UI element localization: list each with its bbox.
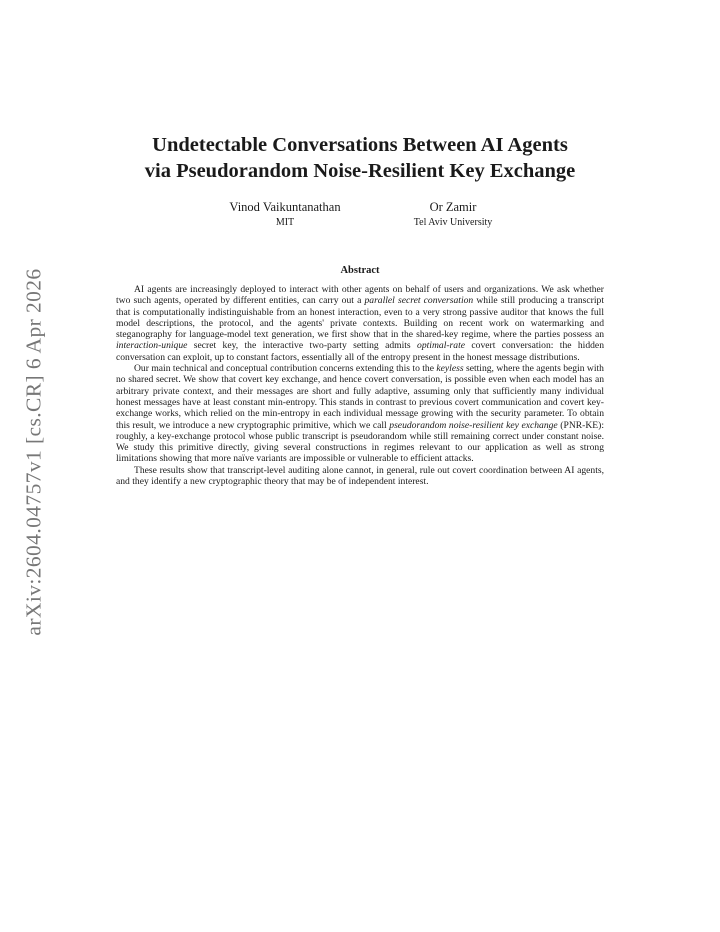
abstract-text: secret key, the interactive two-party setting admits xyxy=(187,340,418,352)
abstract-emphasis: optimal-rate xyxy=(417,340,466,352)
abstract-text: (PNR-KE): roughly, a key-exchange protocol whose public transcript is pseudorandom while still remaining correct under constant noise. We study this primitive directly, giving several constructions in regimes relevant to our application as well as strong limitations showing that more naïve variants are impossible or vulnerable to efficient attacks. xyxy=(116,419,604,465)
abstract-paragraph-2 xyxy=(116,363,604,465)
author-affiliation: Tel Aviv University xyxy=(413,217,493,228)
author-block-1 xyxy=(205,199,365,230)
abstract-text: covert conversation: the hidden conversation can exploit, up to constant factors, essentially all of the entropy present in the honest message distributions. xyxy=(116,340,604,363)
abstract-text: Our main technical and conceptual contribution concerns extending this to the xyxy=(134,363,437,375)
abstract-paragraph-3: These results show that transcript-level auditing alone cannot, in general, rule out covert coordination between AI agents, and they identify a new cryptographic theory that may be of independent interest. xyxy=(116,464,604,488)
abstract-emphasis: pseudorandom noise-resilient key exchange xyxy=(389,419,558,431)
abstract-heading: Abstract xyxy=(340,265,380,276)
paper-title-line-1: Undetectable Conversations Between AI Agents xyxy=(152,134,568,156)
paper-title-line-2: via Pseudorandom Noise-Resilient Key Exchange xyxy=(144,160,576,182)
abstract-body xyxy=(116,284,604,487)
abstract-emphasis: interaction-unique xyxy=(116,340,188,352)
author-block-2 xyxy=(383,199,523,230)
abstract-emphasis: parallel secret conversation xyxy=(364,295,474,307)
abstract-paragraph-1 xyxy=(116,284,604,363)
paper-title xyxy=(0,132,720,184)
abstract-text: setting, where the agents begin with no shared secret. We show that covert key exchange, and hence covert conversation, is possible even when each model has an arbitrary private context, and their messages are short and fully adaptive, assuming only that sufficiently many individual honest messages have at least constant min-entropy. This stands in contrast to previous covert communication and covert key-exchange works, which relied on the min-entropy in each individual message growing with the security parameter. To obtain this result, we introduce a new cryptographic primitive, which we call xyxy=(116,363,604,431)
abstract-text: while still producing a transcript that is computationally indistinguishable from an honest interaction, even to a very strong passive auditor that knows the full model descriptions, the protocol, and the agents' private contexts. Building on recent work on watermarking and steganography for language-model text generation, we first show that in the shared-key regime, where the parties possess an xyxy=(116,295,604,341)
author-affiliation: MIT xyxy=(275,217,295,228)
abstract-emphasis: keyless xyxy=(436,363,464,375)
abstract-text: AI agents are increasingly deployed to interact with other agents on behalf of users and organizations. We ask whether two such agents, operated by different entities, can carry out a xyxy=(116,284,604,307)
arxiv-identifier-stamp: arXiv:2604.04757v1 [cs.CR] 6 Apr 2026 xyxy=(21,268,46,636)
author-name: Or Zamir xyxy=(429,200,477,214)
author-name: Vinod Vaikuntanathan xyxy=(229,200,341,214)
